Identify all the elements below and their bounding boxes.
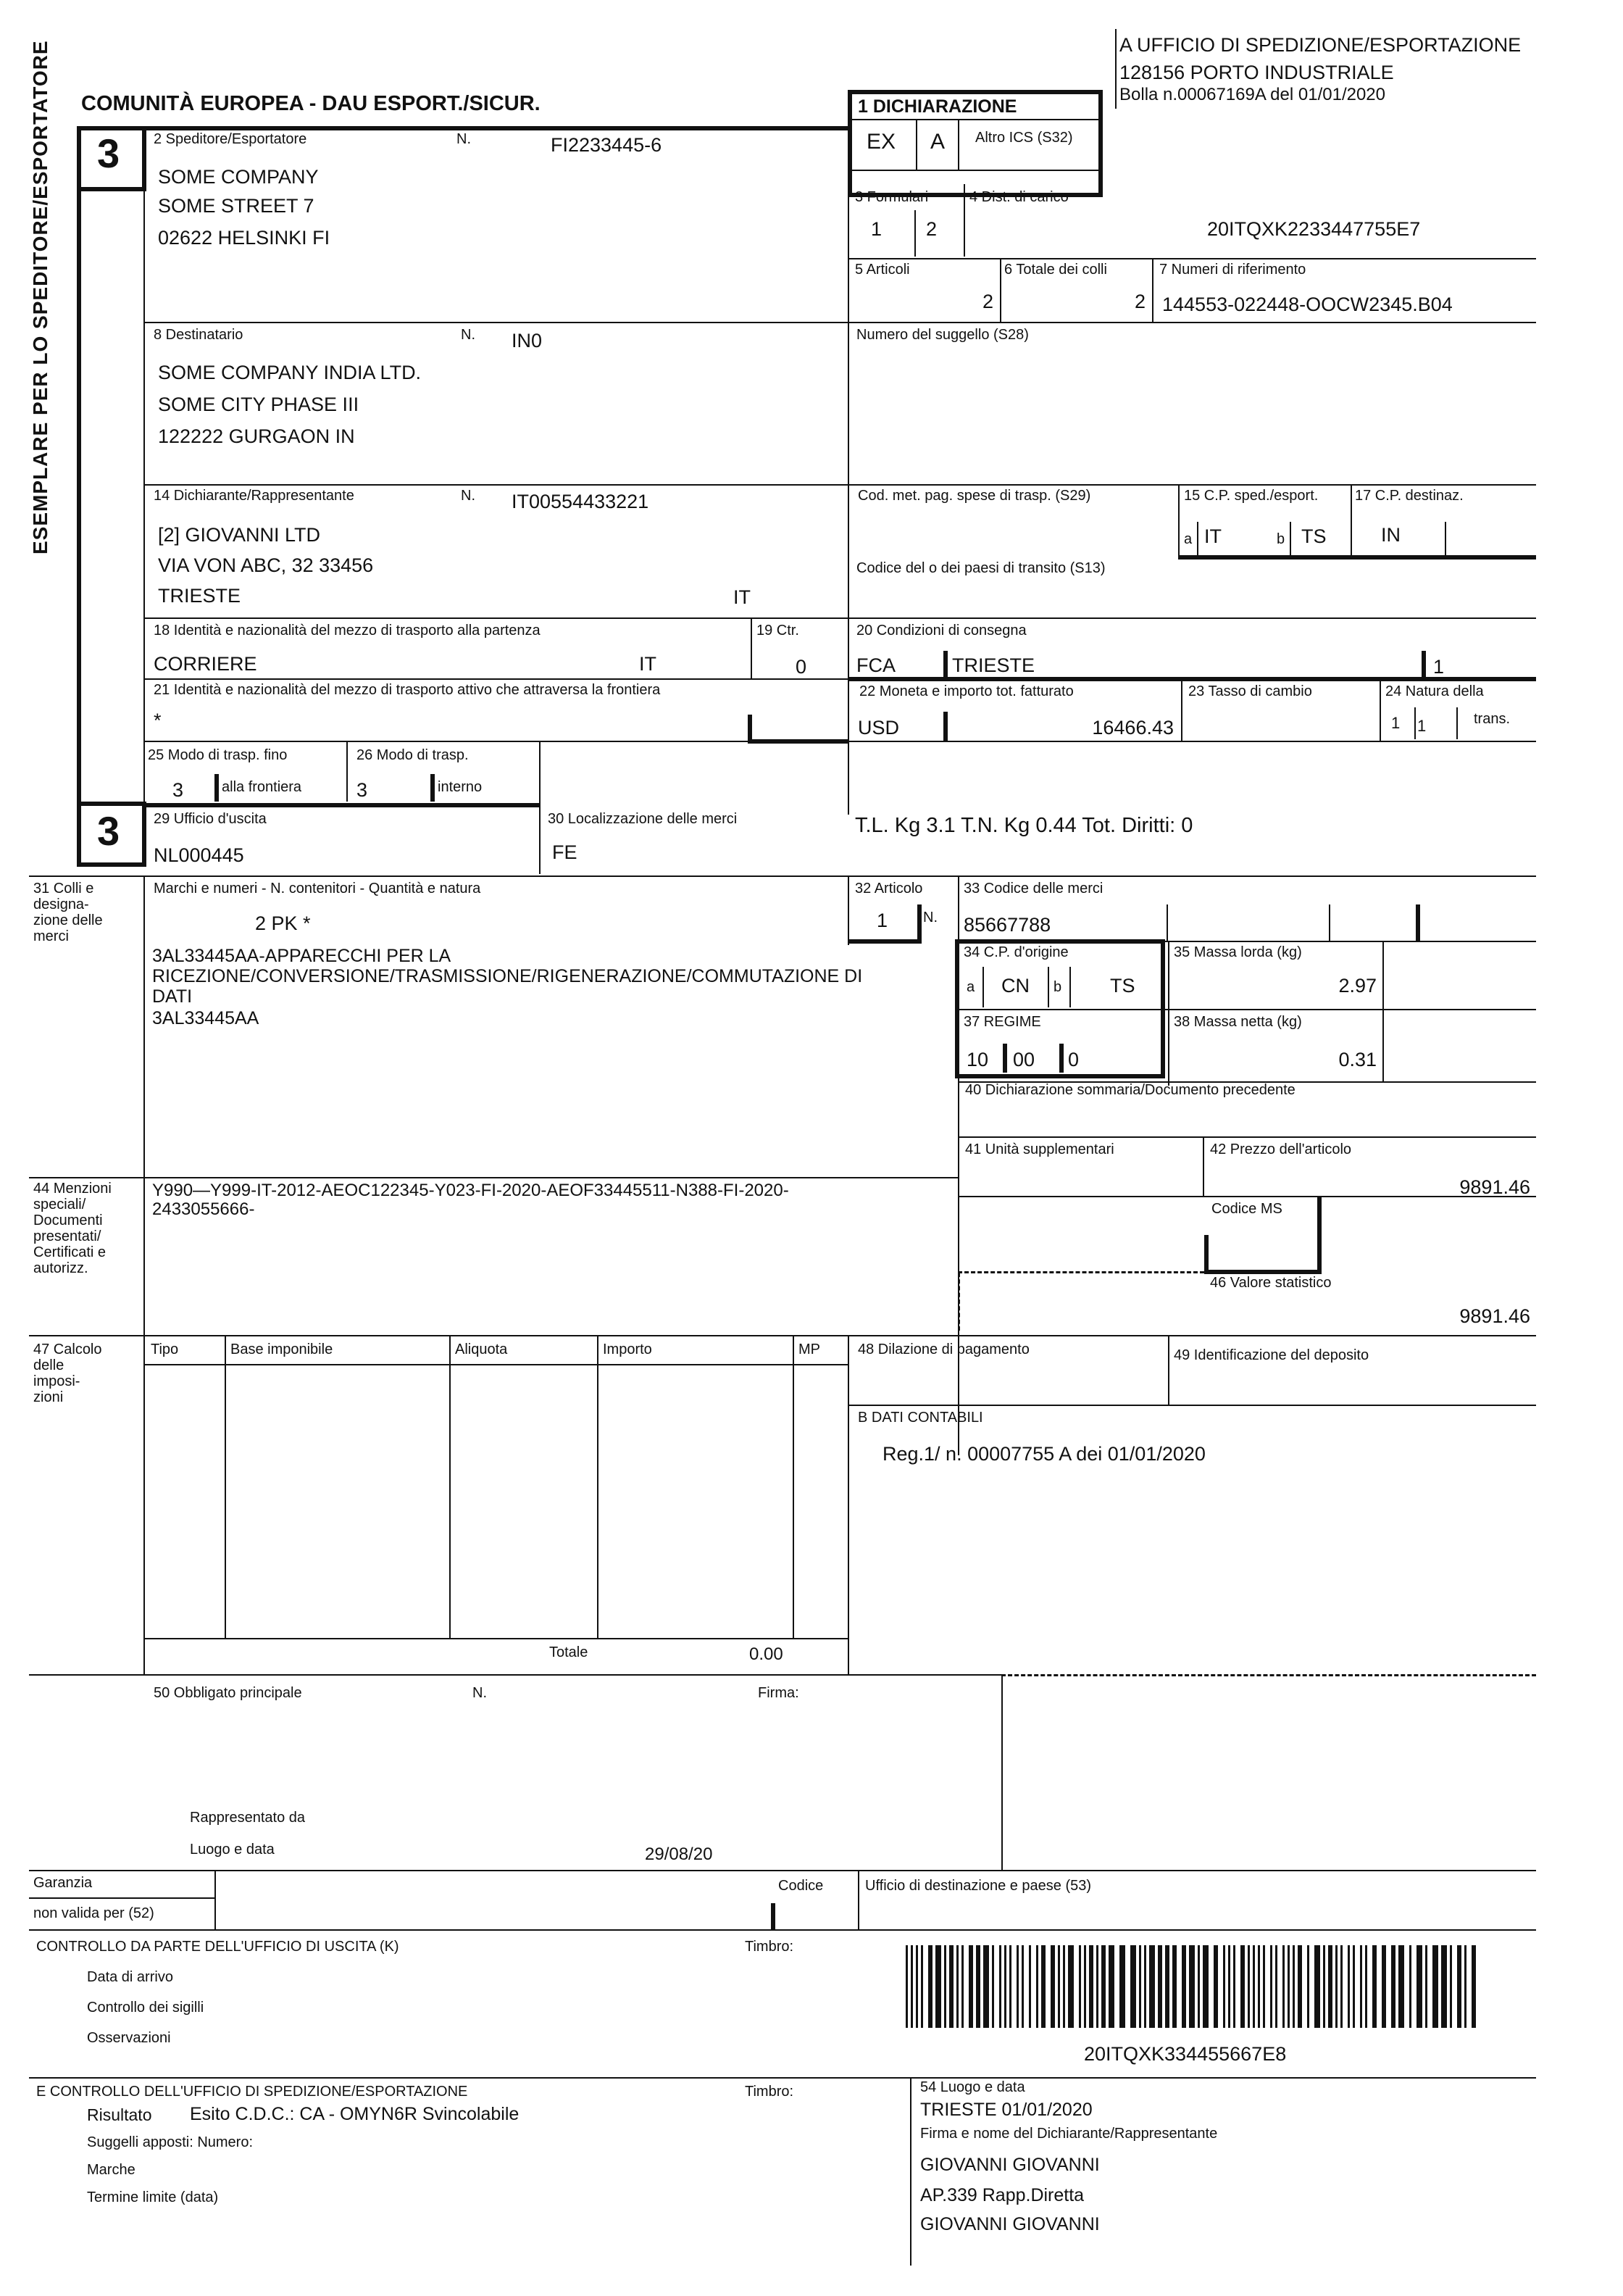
- box26-value: 3: [356, 779, 368, 801]
- barcode-bar: [1360, 1945, 1362, 2028]
- box37-label: 37 REGIME: [964, 1014, 1041, 1030]
- box2-line2: SOME STREET 7: [158, 195, 314, 217]
- box31-label-2: designa-: [33, 897, 89, 912]
- mrn-number: 20ITQXK2233447755E7: [1207, 218, 1421, 240]
- box3-value-1: 1: [871, 218, 883, 240]
- barcode-bar: [1275, 1945, 1277, 2028]
- box44-label-1: 44 Menzioni: [33, 1181, 112, 1197]
- barcode-bar: [1068, 1945, 1074, 2028]
- barcode-bar: [983, 1945, 989, 2028]
- box25-sub: alla frontiera: [222, 779, 302, 795]
- box14-country: IT: [733, 586, 751, 608]
- barcode-bar: [1298, 1945, 1302, 2028]
- box34-b: b: [1054, 979, 1062, 995]
- box31-description-4: 3AL33445AA: [152, 1008, 259, 1028]
- barcode-bar: [1223, 1945, 1225, 2028]
- office-code: 128156 PORTO INDUSTRIALE: [1119, 62, 1394, 83]
- box34-a: a: [967, 979, 975, 995]
- codice-ms-label: Codice MS: [1211, 1201, 1282, 1217]
- barcode-bar: [1214, 1945, 1218, 2028]
- box15-a: a: [1184, 531, 1193, 547]
- box44-label-6: autorizz.: [33, 1260, 88, 1276]
- box20-value-3: 1: [1433, 656, 1445, 678]
- box23-label: 23 Tasso di cambio: [1188, 683, 1312, 699]
- control-e-stamp: Timbro:: [745, 2084, 794, 2100]
- box15-b-value: TS: [1301, 525, 1327, 547]
- control-e-marks: Marche: [87, 2162, 135, 2178]
- box30-value: FE: [552, 841, 577, 863]
- box47-col-base: Base imponibile: [230, 1342, 333, 1357]
- box2-n-label: N.: [456, 131, 471, 147]
- barcode-bar: [976, 1945, 980, 2028]
- barcode-bar: [1450, 1945, 1452, 2028]
- box35-label: 35 Massa lorda (kg): [1174, 944, 1302, 960]
- box25-label: 25 Modo di trasp. fino: [148, 747, 288, 763]
- box44-line-1: Y990—Y999-IT-2012-AEOC122345-Y023-FI-2020-AEOF33445511-N388-FI-2020-: [152, 1181, 789, 1200]
- box1-label: 1 DICHIARAZIONE: [858, 96, 1017, 117]
- barcode-bar: [1248, 1945, 1250, 2028]
- control-e-title: E CONTROLLO DELL'UFFICIO DI SPEDIZIONE/ESPORTAZIONE: [36, 2084, 468, 2100]
- box47-col-importo: Importo: [603, 1342, 652, 1357]
- box29-label: 29 Ufficio d'uscita: [154, 811, 267, 827]
- box42-label: 42 Prezzo dell'articolo: [1210, 1141, 1352, 1157]
- box47-label-1: 47 Calcolo: [33, 1342, 102, 1357]
- barcode-bar: [1089, 1945, 1093, 2028]
- box18-value: CORRIERE: [154, 653, 257, 675]
- barcode-bar: [1258, 1945, 1260, 2028]
- box2-line3: 02622 HELSINKI FI: [158, 227, 330, 249]
- barcode-bar: [1189, 1945, 1195, 2028]
- box44-label-2: speciali/: [33, 1197, 86, 1213]
- box20-label: 20 Condizioni di consegna: [856, 623, 1027, 639]
- box44-label-5: Certificati e: [33, 1244, 107, 1260]
- box54-signature-label: Firma e nome del Dichiarante/Rappresentante: [920, 2126, 1218, 2142]
- barcode-bar: [1084, 1945, 1086, 2028]
- barcode-bar: [1182, 1945, 1186, 2028]
- box15-b: b: [1277, 531, 1285, 547]
- barcode-bar: [1029, 1945, 1031, 2028]
- box50-date: 29/08/20: [645, 1844, 713, 1864]
- barcode-bar: [1307, 1945, 1309, 2028]
- box54-name-2: GIOVANNI GIOVANNI: [920, 2214, 1100, 2234]
- box8-number: IN0: [512, 330, 543, 352]
- barcode-bar: [1253, 1945, 1255, 2028]
- barcode-bar: [1233, 1945, 1235, 2028]
- barcode-bar: [1009, 1945, 1011, 2028]
- barcode-bar: [1051, 1945, 1055, 2028]
- transport-payment-code-label: Cod. met. pag. spese di trasp. (S29): [858, 488, 1091, 504]
- barcode-bar: [1063, 1945, 1065, 2028]
- barcode-bar: [1391, 1945, 1395, 2028]
- box46-label: 46 Valore statistico: [1210, 1275, 1332, 1291]
- barcode-bar: [1314, 1945, 1320, 2028]
- barcode-bar: [1109, 1945, 1114, 2028]
- control-k-remarks: Osservazioni: [87, 2030, 171, 2046]
- barcode-bar: [949, 1945, 954, 2028]
- box25-value: 3: [172, 779, 184, 801]
- barcode-bar: [999, 1945, 1001, 2028]
- barcode-bar: [1398, 1945, 1404, 2028]
- barcode-bar: [1058, 1945, 1060, 2028]
- box44-line-2: 2433055666-: [152, 1199, 255, 1219]
- box33-value: 85667788: [964, 914, 1051, 936]
- control-e-result-label: Risultato: [87, 2105, 152, 2124]
- barcode-bar: [1457, 1945, 1461, 2028]
- barcode-bar: [1036, 1945, 1038, 2028]
- box3-label: 3 Formulari: [855, 189, 929, 205]
- box24-value-1: 1: [1391, 714, 1401, 732]
- guarantee-label: Garanzia: [33, 1875, 93, 1891]
- box15-a-value: IT: [1204, 525, 1222, 547]
- box6-label: 6 Totale dei colli: [1004, 262, 1107, 278]
- box14-line2: VIA VON ABC, 32 33456: [158, 554, 374, 576]
- barcode-bar: [1198, 1945, 1200, 2028]
- box41-label: 41 Unità supplementari: [965, 1141, 1114, 1157]
- box48-label: 48 Dilazione di pagamento: [858, 1342, 1030, 1357]
- box46-value: 9891.46: [1459, 1305, 1530, 1327]
- box18-label: 18 Identità e nazionalità del mezzo di trasporto alla partenza: [154, 623, 541, 639]
- bolla-number: Bolla n.00067169A del 01/01/2020: [1119, 85, 1385, 104]
- barcode-bar: [1158, 1945, 1162, 2028]
- barcode-bar: [1203, 1945, 1209, 2028]
- box47-total-value: 0.00: [749, 1644, 783, 1664]
- barcode-bar: [1293, 1945, 1295, 2028]
- box31-description-2: RICEZIONE/CONVERSIONE/TRASMISSIONE/RIGENERAZIONE/COMMUTAZIONE DI: [152, 966, 863, 986]
- barcode-bar: [1464, 1945, 1466, 2028]
- barcode-bar: [1096, 1945, 1098, 2028]
- barcode-bar: [1017, 1945, 1019, 2028]
- barcode-bar: [1365, 1945, 1367, 2028]
- box22-label: 22 Moneta e importo tot. fatturato: [859, 683, 1074, 699]
- box14-label: 14 Dichiarante/Rappresentante: [154, 488, 354, 504]
- box50-n-label: N.: [472, 1685, 487, 1701]
- barcode-bar: [1288, 1945, 1290, 2028]
- box14-n-label: N.: [461, 488, 475, 504]
- barcode-bar: [1425, 1945, 1427, 2028]
- box24-label-2: trans.: [1474, 711, 1511, 727]
- box47-label-4: zioni: [33, 1389, 64, 1405]
- box26-label: 26 Modo di trasp.: [356, 747, 469, 763]
- control-k-seal-check: Controllo dei sigilli: [87, 2000, 204, 2016]
- box14-line1: [2] GIOVANNI LTD: [158, 524, 321, 546]
- barcode-bar: [911, 1945, 913, 2028]
- barcode-bar: [1172, 1945, 1177, 2028]
- box21-label: 21 Identità e nazionalità del mezzo di trasporto attivo che attraversa la frontiera: [154, 682, 661, 698]
- box14-number: IT00554433221: [512, 491, 649, 512]
- boxB-value: Reg.1/ n. 00007755 A dei 01/01/2020: [883, 1443, 1206, 1465]
- box34-label: 34 C.P. d'origine: [964, 944, 1069, 960]
- boxB-label: B DATI CONTABILI: [858, 1410, 983, 1426]
- barcode-bar: [1282, 1945, 1285, 2028]
- control-e-seals: Suggelli apposti: Numero:: [87, 2134, 254, 2150]
- box54-place-date: TRIESTE 01/01/2020: [920, 2100, 1093, 2120]
- barcode-bar: [928, 1945, 933, 2028]
- barcode-bar: [1079, 1945, 1081, 2028]
- barcode-bar: [1340, 1945, 1343, 2028]
- barcode-bar: [1328, 1945, 1332, 2028]
- box47-label-2: delle: [33, 1357, 64, 1373]
- box47-total-label: Totale: [549, 1644, 588, 1660]
- box53-label: Ufficio di destinazione e paese (53): [865, 1878, 1092, 1894]
- box44-label-4: presentati/: [33, 1228, 101, 1244]
- box7-value: 144553-022448-OOCW2345.B04: [1162, 294, 1453, 315]
- box5-label: 5 Articoli: [855, 262, 910, 278]
- box2-label: 2 Speditore/Esportatore: [154, 131, 307, 147]
- box38-label: 38 Massa netta (kg): [1174, 1014, 1302, 1030]
- box54-line-2: AP.339 Rapp.Diretta: [920, 2185, 1085, 2205]
- control-k-arrival-date: Data di arrivo: [87, 1969, 173, 1985]
- box37-value-3: 0: [1068, 1049, 1080, 1070]
- barcode-bar: [1335, 1945, 1338, 2028]
- box31-quantity: 2 PK *: [255, 912, 311, 934]
- barcode-bar: [1101, 1945, 1106, 2028]
- box54-name-1: GIOVANNI GIOVANNI: [920, 2155, 1100, 2175]
- box31-label-1: 31 Colli e: [33, 881, 94, 897]
- seal-number-label: Numero del suggello (S28): [856, 327, 1029, 343]
- barcode-bar: [944, 1945, 946, 2028]
- box24-value-2: 1: [1417, 717, 1427, 735]
- box14-line3: TRIESTE: [158, 585, 241, 607]
- barcode-bar: [1263, 1945, 1265, 2028]
- barcode-bar: [1144, 1945, 1146, 2028]
- control-e-result-value: Esito C.D.C.: CA - OMYN6R Svincolabile: [190, 2104, 520, 2124]
- box44-label-3: Documenti: [33, 1213, 103, 1228]
- barcode-text: 20ITQXK334455667E8: [1084, 2043, 1287, 2065]
- barcode-bar: [1165, 1945, 1169, 2028]
- box54-label: 54 Luogo e data: [920, 2079, 1025, 2095]
- barcode-bar: [906, 1945, 908, 2028]
- guarantee-code-label: Codice: [778, 1878, 824, 1894]
- box26-sub: interno: [438, 779, 483, 795]
- box21-value: *: [154, 710, 162, 731]
- weights-summary: T.L. Kg 3.1 T.N. Kg 0.44 Tot. Diritti: 0: [855, 814, 1193, 837]
- barcode-bar: [1228, 1945, 1230, 2028]
- barcode-bar: [956, 1945, 959, 2028]
- barcode-bar: [1022, 1945, 1024, 2028]
- barcode-image: [906, 1945, 1477, 2028]
- box47-col-tipo: Tipo: [151, 1342, 179, 1357]
- box29-value: NL000445: [154, 844, 244, 866]
- box50-place-date-label: Luogo e data: [190, 1842, 275, 1858]
- box18-country: IT: [639, 653, 656, 675]
- box34-b-value: TS: [1110, 975, 1135, 997]
- box1-value-2: A: [930, 130, 946, 154]
- barcode-bar: [1130, 1945, 1136, 2028]
- barcode-bar: [1409, 1945, 1411, 2028]
- box49-label: 49 Identificazione del deposito: [1174, 1347, 1369, 1363]
- copy-number-2: 3: [97, 808, 120, 854]
- box30-label: 30 Localizzazione delle merci: [548, 811, 738, 827]
- box19-value: 0: [796, 656, 807, 678]
- barcode-bar: [1417, 1945, 1422, 2028]
- box20-value-1: FCA: [856, 654, 896, 676]
- box35-value: 2.97: [1338, 975, 1377, 997]
- barcode-bar: [1441, 1945, 1447, 2028]
- barcode-bar: [1472, 1945, 1476, 2028]
- box3-value-2: 2: [926, 218, 938, 240]
- box22-currency: USD: [858, 717, 900, 739]
- box31-label-4: merci: [33, 928, 69, 944]
- document-title: COMUNITÀ EUROPEA - DAU ESPORT./SICUR.: [81, 92, 541, 115]
- barcode-bar: [1270, 1945, 1272, 2028]
- box8-line3: 122222 GURGAON IN: [158, 425, 355, 447]
- control-e-time-limit: Termine limite (data): [87, 2189, 219, 2205]
- barcode-bar: [1353, 1945, 1355, 2028]
- box31-description-3: DATI: [152, 986, 193, 1007]
- barcode-bar: [1382, 1945, 1386, 2028]
- box33-label: 33 Codice delle merci: [964, 881, 1103, 897]
- barcode-bar: [1323, 1945, 1325, 2028]
- box31-description-1: 3AL33445AA-APPARECCHI PER LA: [152, 946, 451, 966]
- office-a-label: A UFFICIO DI SPEDIZIONE/ESPORTAZIONE: [1119, 34, 1522, 56]
- barcode-bar: [1432, 1945, 1438, 2028]
- box32-value: 1: [877, 910, 888, 931]
- box8-line2: SOME CITY PHASE III: [158, 394, 359, 415]
- box15-label: 15 C.P. sped./esport.: [1184, 488, 1319, 504]
- box19-label: 19 Ctr.: [756, 623, 799, 639]
- box50-firma-label: Firma:: [758, 1685, 799, 1701]
- box50-label: 50 Obbligato principale: [154, 1685, 302, 1701]
- box2-number: FI2233445-6: [551, 134, 662, 156]
- control-k-stamp: Timbro:: [745, 1939, 794, 1955]
- copy-number: 3: [97, 130, 120, 176]
- barcode-bar: [992, 1945, 994, 2028]
- barcode-bar: [1119, 1945, 1125, 2028]
- box8-n-label: N.: [461, 327, 475, 343]
- barcode-bar: [916, 1945, 918, 2028]
- box17-label: 17 C.P. destinaz.: [1355, 488, 1464, 504]
- barcode-bar: [961, 1945, 964, 2028]
- box38-value: 0.31: [1338, 1049, 1377, 1070]
- box47-col-mp: MP: [798, 1342, 820, 1357]
- box2-line1: SOME COMPANY: [158, 166, 319, 188]
- box20-value-2: TRIESTE: [952, 654, 1035, 676]
- box37-value-1: 10: [967, 1049, 989, 1070]
- barcode-bar: [1348, 1945, 1350, 2028]
- box17-value: IN: [1381, 524, 1401, 546]
- box8-line1: SOME COMPANY INDIA LTD.: [158, 362, 422, 383]
- barcode-bar: [1139, 1945, 1141, 2028]
- box47-col-aliquota: Aliquota: [455, 1342, 508, 1357]
- box6-value: 2: [1135, 291, 1146, 312]
- box1-value-1: EX: [867, 130, 896, 154]
- box40-label: 40 Dichiarazione sommaria/Documento precedente: [965, 1082, 1296, 1098]
- box32-label: 32 Articolo: [855, 881, 923, 897]
- transit-countries-label: Codice del o dei paesi di transito (S13): [856, 560, 1106, 576]
- box7-label: 7 Numeri di riferimento: [1159, 262, 1306, 278]
- box37-value-2: 00: [1013, 1049, 1035, 1070]
- box42-value: 9891.46: [1459, 1176, 1530, 1198]
- barcode-bar: [1372, 1945, 1377, 2028]
- box32-n-label: N.: [923, 910, 938, 926]
- box31-sub-label: Marchi e numeri - N. contenitori - Quantità e natura: [154, 881, 481, 897]
- box8-label: 8 Destinatario: [154, 327, 243, 343]
- barcode-bar: [935, 1945, 941, 2028]
- box22-amount: 16466.43: [1092, 717, 1174, 739]
- box4-label: 4 Dist. di carico: [969, 189, 1069, 205]
- box34-a-value: CN: [1001, 975, 1030, 997]
- barcode-bar: [921, 1945, 923, 2028]
- copy-vertical-label: ESEMPLARE PER LO SPEDITORE/ESPORTATORE: [29, 40, 51, 554]
- barcode-bar: [969, 1945, 973, 2028]
- barcode-bar: [1149, 1945, 1155, 2028]
- box24-label: 24 Natura della: [1385, 683, 1484, 699]
- box47-label-3: imposi-: [33, 1373, 80, 1389]
- box1-altro-label: Altro ICS (S32): [975, 130, 1073, 146]
- control-k-title: CONTROLLO DA PARTE DELL'UFFICIO DI USCITA (K): [36, 1939, 399, 1955]
- box50-represented-by: Rappresentato da: [190, 1810, 306, 1826]
- box31-label-3: zione delle: [33, 912, 103, 928]
- box5-value: 2: [982, 291, 994, 312]
- barcode-bar: [1041, 1945, 1046, 2028]
- barcode-bar: [1240, 1945, 1245, 2028]
- barcode-bar: [1004, 1945, 1006, 2028]
- guarantee-not-valid-label: non valida per (52): [33, 1905, 154, 1921]
